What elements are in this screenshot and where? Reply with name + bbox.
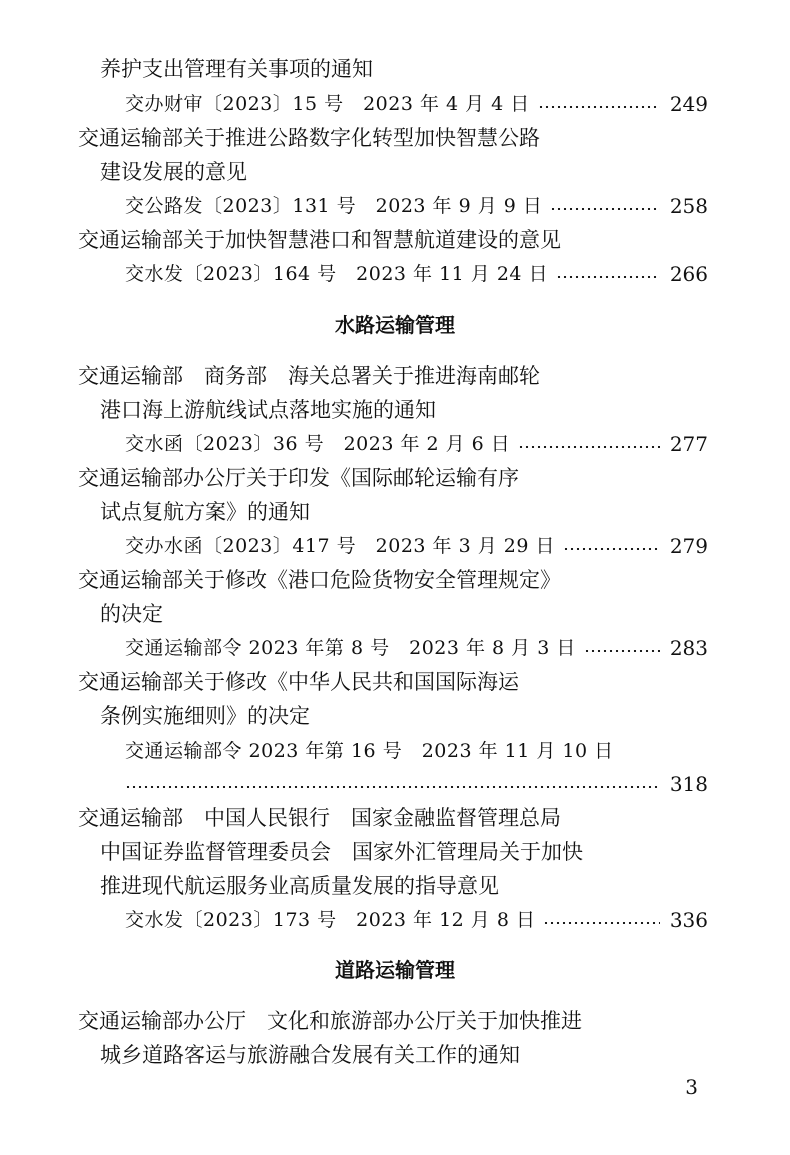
dot-leader <box>584 650 660 652</box>
toc-entry-title-cont: 条例实施细则》的决定 <box>100 704 310 728</box>
toc-entry-title: 交通运输部 中国人民银行 国家金融监督管理总局 <box>78 806 561 830</box>
toc-entry-ref <box>125 733 614 767</box>
toc-page-number: 277 <box>669 432 708 456</box>
toc-entry-ref: 交水函〔2023〕36 号 2023 年 2 月 6 日 <box>125 433 511 455</box>
dot-leader <box>125 786 660 788</box>
dot-leader <box>518 446 660 448</box>
toc-entry-ref: 交水发〔2023〕164 号 2023 年 11 月 24 日 <box>125 263 549 285</box>
toc-page-number: 249 <box>669 92 708 116</box>
toc-entry-ref: 交办财审〔2023〕15 号 2023 年 4 月 4 日 <box>125 93 530 115</box>
toc-page-number: 266 <box>669 262 708 286</box>
toc-page-number: 258 <box>669 194 708 218</box>
toc-entry-title: 交通运输部关于修改《港口危险货物安全管理规定》 <box>78 568 561 592</box>
toc-entry-title-cont: 中国证券监督管理委员会 国家外汇管理局关于加快 <box>100 840 583 864</box>
toc-entry-title: 交通运输部办公厅 文化和旅游部办公厅关于加快推进 <box>78 1009 582 1033</box>
toc-entry-title: 交通运输部关于加快智慧港口和智慧航道建设的意见 <box>78 228 561 252</box>
toc-entry-title: 交通运输部关于推进公路数字化转型加快智慧公路 <box>78 126 540 150</box>
dot-leader <box>563 548 660 550</box>
toc-page-number: 318 <box>669 772 708 796</box>
toc-entry-ref: 交水发〔2023〕173 号 2023 年 12 月 8 日 <box>125 909 536 931</box>
toc-entry-title-cont: 养护支出管理有关事项的通知 <box>100 57 373 81</box>
toc-page-number: 279 <box>669 534 708 558</box>
toc-entry-title-cont: 港口海上游航线试点落地实施的通知 <box>100 398 436 422</box>
toc-entry-ref: 交公路发〔2023〕131 号 2023 年 9 月 9 日 <box>125 195 543 217</box>
dot-leader <box>550 208 660 210</box>
toc-entry-ref: 交通运输部令 2023 年第 8 号 2023 年 8 月 3 日 <box>125 637 576 659</box>
toc-entry-ref-line <box>125 257 708 291</box>
toc-entry-title-cont: 推进现代航运服务业高质量发展的指导意见 <box>100 874 499 898</box>
toc-entry-ref: 交办水函〔2023〕417 号 2023 年 3 月 29 日 <box>125 535 555 557</box>
section-heading-road: 道路运输管理 <box>335 958 455 982</box>
dot-leader <box>543 922 660 924</box>
toc-entry-ref-text: 交通运输部令 2023 年第 16 号 2023 年 11 月 10 日 <box>125 740 614 762</box>
dot-leader <box>556 276 660 278</box>
toc-entry-ref-line <box>125 903 708 937</box>
toc-entry-title-cont: 城乡道路客运与旅游融合发展有关工作的通知 <box>100 1043 520 1067</box>
toc-entry-title-cont: 试点复航方案》的通知 <box>100 500 310 524</box>
dot-leader <box>538 106 660 108</box>
toc-entry-title: 交通运输部 商务部 海关总署关于推进海南邮轮 <box>78 364 540 388</box>
toc-entry-ref-line <box>125 631 708 665</box>
section-heading-waterway: 水路运输管理 <box>335 313 455 337</box>
toc-entry-title: 交通运输部关于修改《中华人民共和国国际海运 <box>78 670 519 694</box>
toc-entry-title-cont: 建设发展的意见 <box>100 160 247 184</box>
toc-entry-ref-line <box>125 87 708 121</box>
toc-entry-title: 交通运输部办公厅关于印发《国际邮轮运输有序 <box>78 466 519 490</box>
page-folio-number: 3 <box>685 1075 698 1099</box>
toc-entry-ref-line <box>125 427 708 461</box>
toc-entry-ref-line <box>125 189 708 223</box>
toc-page-number: 283 <box>669 636 708 660</box>
toc-entry-title-cont: 的决定 <box>100 602 163 626</box>
toc-entry-ref-line <box>125 529 708 563</box>
toc-entry-leader-line <box>125 767 708 801</box>
toc-page-number: 336 <box>669 908 708 932</box>
